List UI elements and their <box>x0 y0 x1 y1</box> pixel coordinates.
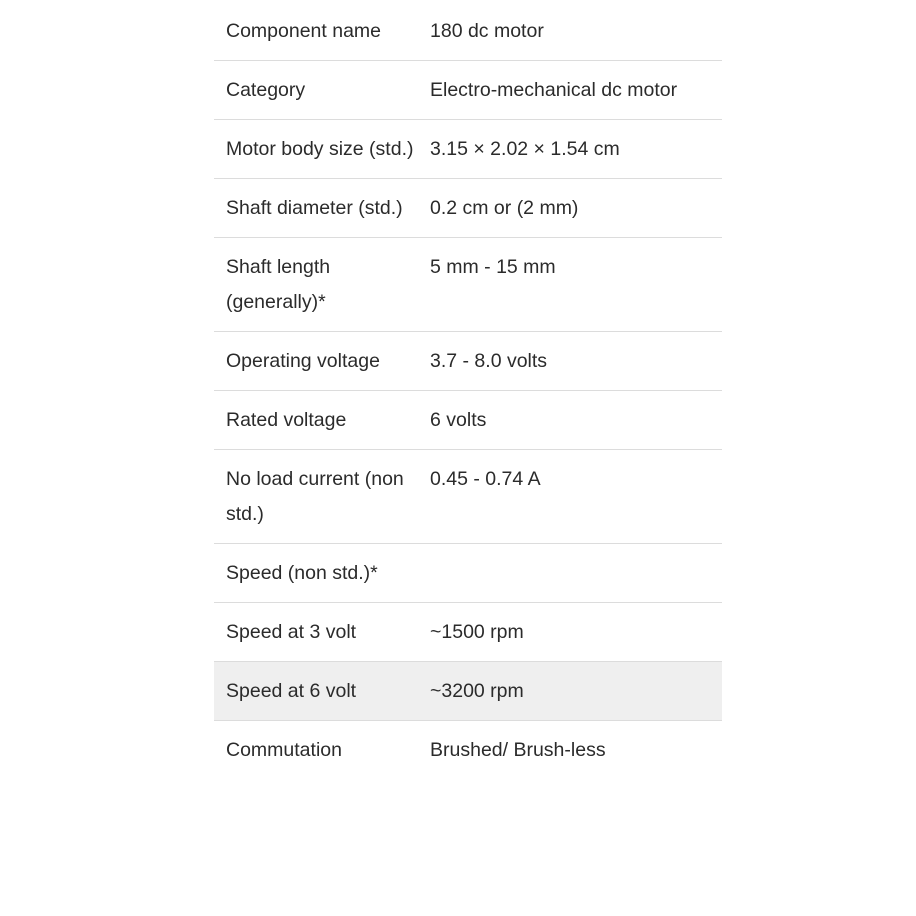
row-value: ~1500 rpm <box>430 621 524 643</box>
table-row-rated-voltage <box>214 391 722 450</box>
row-label: Commutation <box>226 739 342 761</box>
table-row-commutation <box>214 721 722 780</box>
row-value: ~3200 rpm <box>430 680 524 702</box>
table-row-category <box>214 61 722 120</box>
row-label: Motor body size (std.) <box>226 138 414 160</box>
row-label: Component name <box>226 20 382 42</box>
row-value: Electro-mechanical dc motor <box>430 79 678 101</box>
row-value: 3.7 - 8.0 volts <box>430 350 548 372</box>
row-label: Operating voltage <box>226 350 380 372</box>
row-label: Category <box>226 79 306 101</box>
motor-spec-table <box>214 2 722 779</box>
table-row-speed-at-6-volt <box>214 662 722 721</box>
table-row-shaft-diameter <box>214 179 722 238</box>
row-value: 3.15 × 2.02 × 1.54 cm <box>430 138 620 160</box>
row-value: 6 volts <box>430 409 487 431</box>
row-label: Speed at 6 volt <box>226 680 357 702</box>
table-row-shaft-length <box>214 238 722 332</box>
row-label: Rated voltage <box>226 409 347 431</box>
row-value <box>428 544 722 603</box>
row-label: Shaft length (generally)* <box>226 256 331 313</box>
row-value: Brushed/ Brush-less <box>430 739 606 761</box>
row-value: 0.2 cm or (2 mm) <box>430 197 579 219</box>
row-value: 180 dc motor <box>430 20 544 42</box>
row-value: 0.45 - 0.74 A <box>430 468 541 490</box>
row-label: No load current (non std.) <box>226 468 404 525</box>
row-label: Speed at 3 volt <box>226 621 357 643</box>
table-row-speed-at-3-volt <box>214 603 722 662</box>
row-label: Speed (non std.)* <box>226 562 378 584</box>
row-value: 5 mm - 15 mm <box>430 256 556 278</box>
row-label: Shaft diameter (std.) <box>226 197 403 219</box>
table-row-no-load-current <box>214 450 722 544</box>
table-row-component-name <box>214 2 722 61</box>
table-row-operating-voltage <box>214 332 722 391</box>
table-row-motor-body-size <box>214 120 722 179</box>
table-row-speed <box>214 544 722 603</box>
spec-table-body <box>214 2 722 779</box>
